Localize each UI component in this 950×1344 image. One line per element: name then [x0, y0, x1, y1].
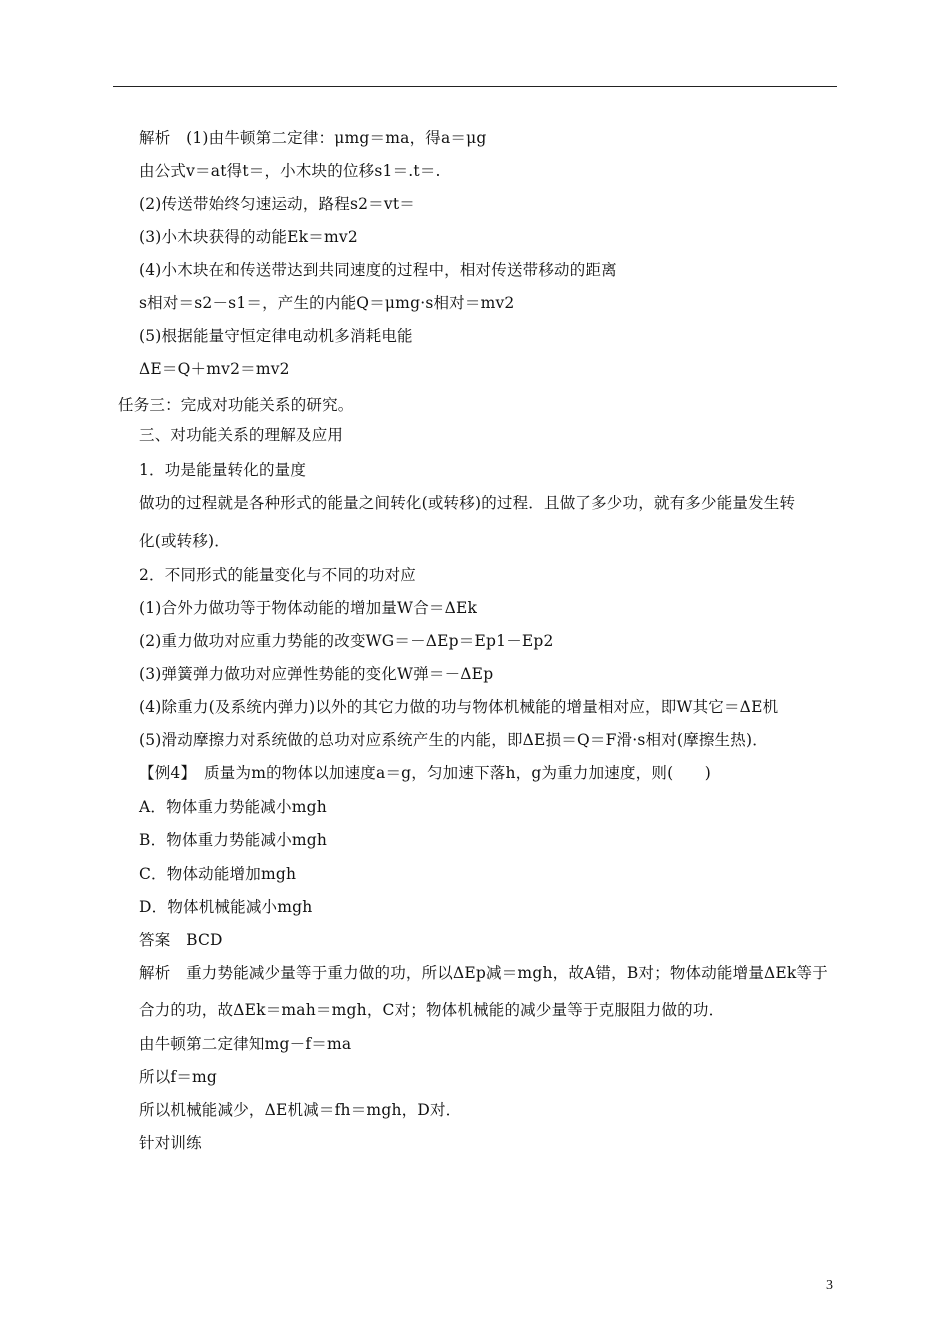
text-line: 2．不同形式的能量变化与不同的功对应 [139, 566, 416, 584]
text-line: (1)合外力做功等于物体动能的增加量W合＝ΔEk [139, 599, 478, 617]
text-line: (3)小木块获得的动能Ek＝mv2 [139, 228, 358, 246]
text-line: (2)重力做功对应重力势能的改变WG＝－ΔEp＝Ep1－Ep2 [139, 632, 554, 650]
text-line: s相对＝s2－s1＝，产生的内能Q＝μmg·s相对＝mv2 [139, 294, 515, 312]
page-number: 3 [826, 1278, 833, 1293]
text-line: D．物体机械能减小mgh [139, 898, 313, 916]
text-line: (5)根据能量守恒定律电动机多消耗电能 [139, 327, 413, 345]
text-line: (4)小木块在和传送带达到共同速度的过程中，相对传送带移动的距离 [139, 261, 617, 279]
text-line: 三、对功能关系的理解及应用 [139, 426, 344, 444]
text-line: 化(或转移)． [139, 532, 230, 550]
text-line: 由牛顿第二定律知mg－f＝ma [139, 1035, 352, 1053]
text-line: 所以机械能减少，ΔE机减＝fh＝mgh，D对． [139, 1101, 462, 1119]
text-line: A．物体重力势能减小mgh [139, 798, 327, 816]
text-line: (4)除重力(及系统内弹力)以外的其它力做的功与物体机械能的增量相对应，即W其它＝ΔE机 [139, 698, 779, 716]
text-line: 解析 重力势能减少量等于重力做的功，所以ΔEp减＝mgh，故A错，B对；物体动能增量ΔEk等于 [139, 964, 828, 982]
text-line: 做功的过程就是各种形式的能量之间转化(或转移)的过程．且做了多少功，就有多少能量发生转 [139, 494, 796, 512]
text-line: ΔE＝Q＋mv2＝mv2 [139, 360, 290, 378]
text-line: C．物体动能增加mgh [139, 865, 297, 883]
text-line: 答案 BCD [139, 931, 223, 949]
text-line: (3)弹簧弹力做功对应弹性势能的变化W弹＝－ΔEp [139, 665, 494, 683]
text-line: (2)传送带始终匀速运动，路程s2＝vt＝ [139, 195, 415, 213]
text-line: 1．功是能量转化的量度 [139, 461, 307, 479]
text-line: 任务三：完成对功能关系的研究。 [118, 396, 354, 414]
text-line: 针对训练 [139, 1134, 202, 1152]
text-line: 合力的功，故ΔEk＝mah＝mgh，C对；物体机械能的减少量等于克服阻力做的功． [139, 1001, 725, 1019]
text-line: 【例4】 质量为m的物体以加速度a＝g，匀加速下落h，g为重力加速度，则( ) [139, 764, 711, 782]
text-line: 所以f＝mg [139, 1068, 218, 1086]
text-line: B．物体重力势能减小mgh [139, 831, 328, 849]
text-line: 解析 (1)由牛顿第二定律：μmg＝ma，得a＝μg [139, 129, 487, 147]
text-line: (5)滑动摩擦力对系统做的总功对应系统产生的内能，即ΔE损＝Q＝F滑·s相对(摩擦生热)． [139, 731, 768, 749]
text-line: 由公式v＝at得t＝，小木块的位移s1＝.t＝. [139, 162, 441, 180]
